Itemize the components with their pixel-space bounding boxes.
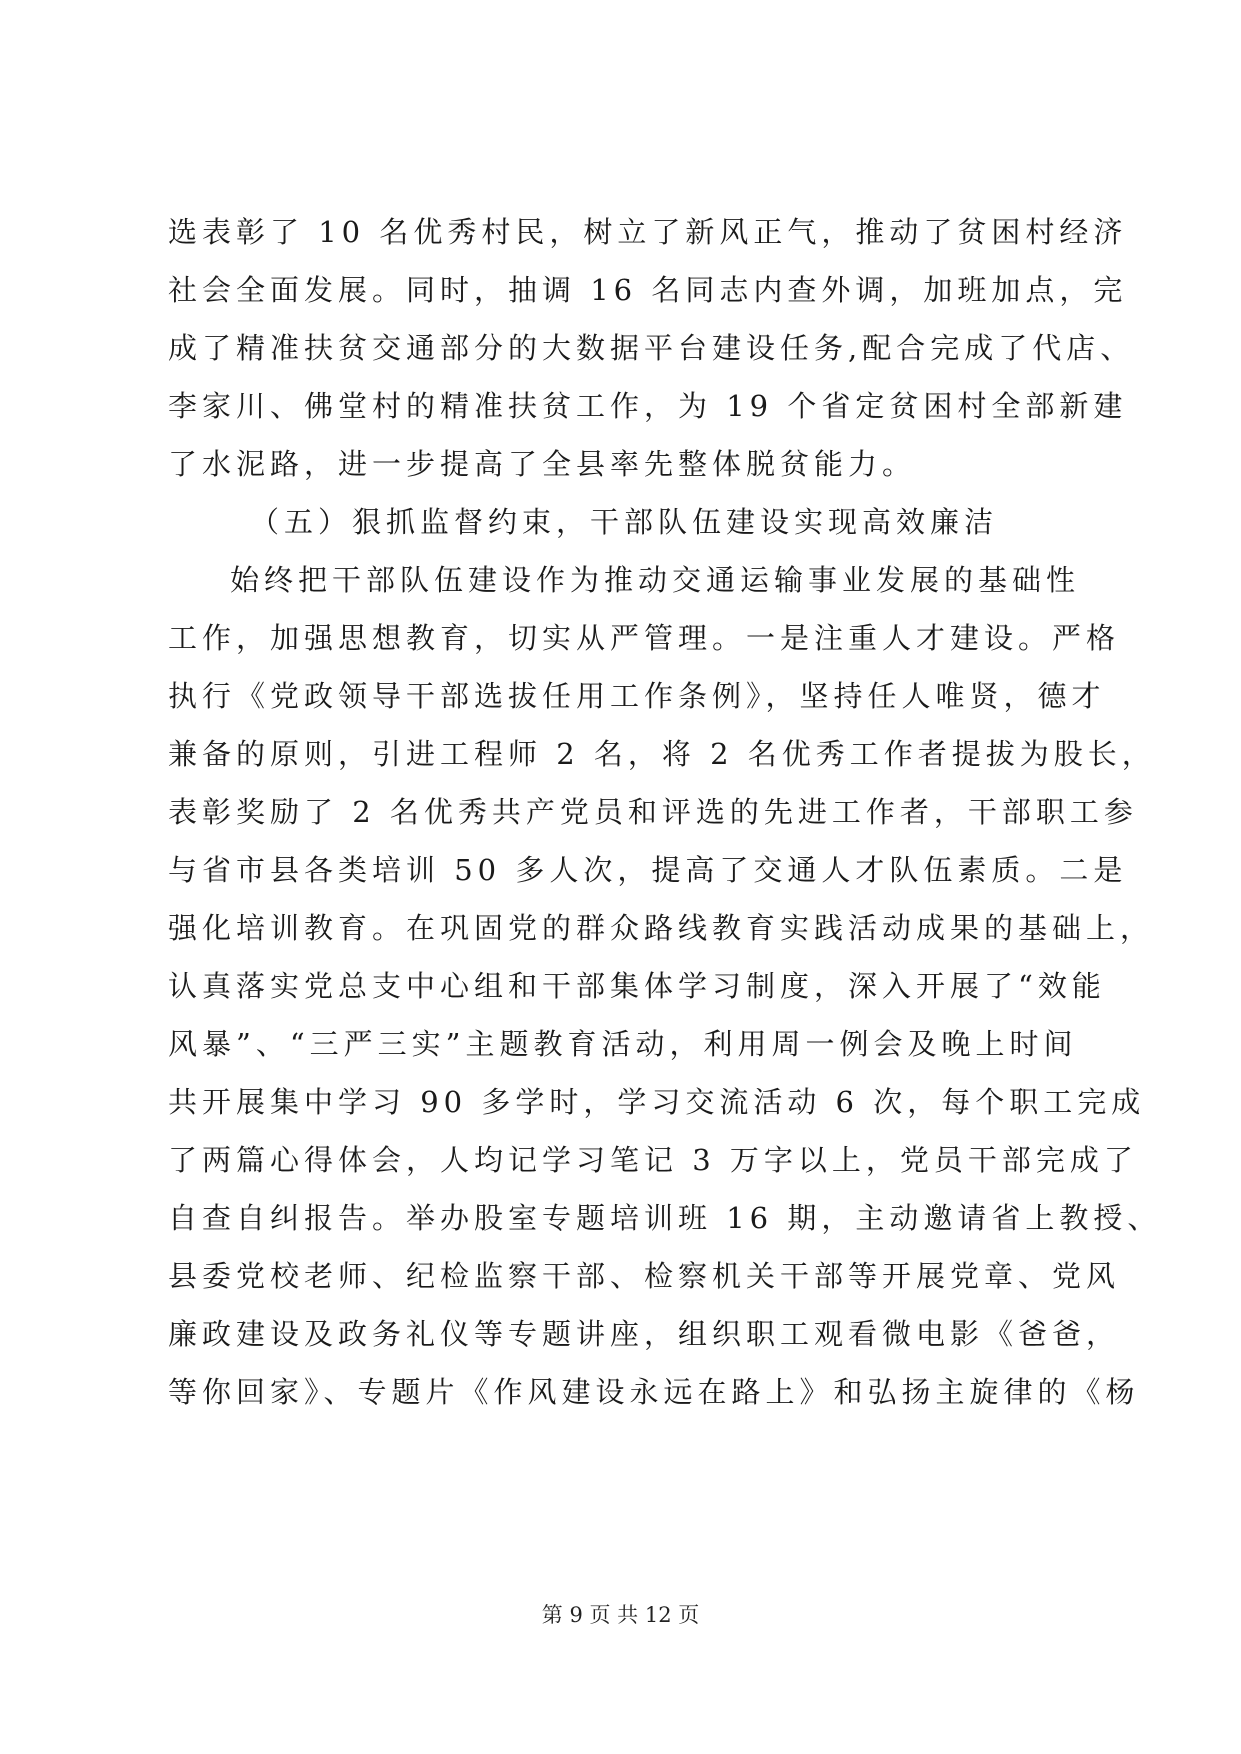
body-text-line: 县委党校老师、纪检监察干部、检察机关干部等开展党章、党风 xyxy=(168,1259,1121,1293)
section-heading: （五）狠抓监督约束，干部队伍建设实现高效廉洁 xyxy=(250,505,999,539)
body-text-line: 风暴”、“三严三实”主题教育活动，利用周一例会及晚上时间 xyxy=(168,1027,1078,1061)
body-text-line: 表彰奖励了 2 名优秀共产党员和评选的先进工作者，干部职工参 xyxy=(168,795,1138,829)
body-text-line: 始终把干部队伍建设作为推动交通运输事业发展的基础性 xyxy=(230,563,1081,597)
body-text-line: 自查自纠报告。举办股室专题培训班 16 期，主动邀请省上教授、 xyxy=(168,1201,1162,1235)
body-text-line: 工作，加强思想教育，切实从严管理。一是注重人才建设。严格 xyxy=(168,621,1121,655)
body-text-line: 执行《党政领导干部选拔任用工作条例》，坚持任人唯贤，德才 xyxy=(168,679,1106,713)
body-text-line: 兼备的原则，引进工程师 2 名，将 2 名优秀工作者提拔为股长， xyxy=(168,737,1156,771)
body-text-line: 选表彰了 10 名优秀村民，树立了新风正气，推动了贫困村经济 xyxy=(168,215,1128,249)
body-text-line: 强化培训教育。在巩固党的群众路线教育实践活动成果的基础上， xyxy=(168,911,1155,945)
body-text-line: 共开展集中学习 90 多学时，学习交流活动 6 次，每个职工完成 xyxy=(168,1085,1146,1119)
body-text-line: 社会全面发展。同时，抽调 16 名同志内查外调，加班加点，完 xyxy=(168,273,1128,307)
body-text-line: 等你回家》、专题片《作风建设永远在路上》和弘扬主旋律的《杨 xyxy=(168,1375,1140,1409)
body-text-line: 了水泥路，进一步提高了全县率先整体脱贫能力。 xyxy=(168,447,917,481)
page-number-footer: 第 9 页 共 12 页 xyxy=(541,1603,700,1627)
body-text-line: 认真落实党总支中心组和干部集体学习制度，深入开展了“效能 xyxy=(168,969,1106,1003)
body-text-line: 成了精准扶贫交通部分的大数据平台建设任务,配合完成了代店、 xyxy=(168,331,1135,365)
body-text-line: 了两篇心得体会，人均记学习笔记 3 万字以上，党员干部完成了 xyxy=(168,1143,1138,1177)
body-text-line: 廉政建设及政务礼仪等专题讲座，组织职工观看微电影《爸爸， xyxy=(168,1317,1121,1351)
body-text-line: 与省市县各类培训 50 多人次，提高了交通人才队伍素质。二是 xyxy=(168,853,1128,887)
body-text-line: 李家川、佛堂村的精准扶贫工作，为 19 个省定贫困村全部新建 xyxy=(168,389,1128,423)
